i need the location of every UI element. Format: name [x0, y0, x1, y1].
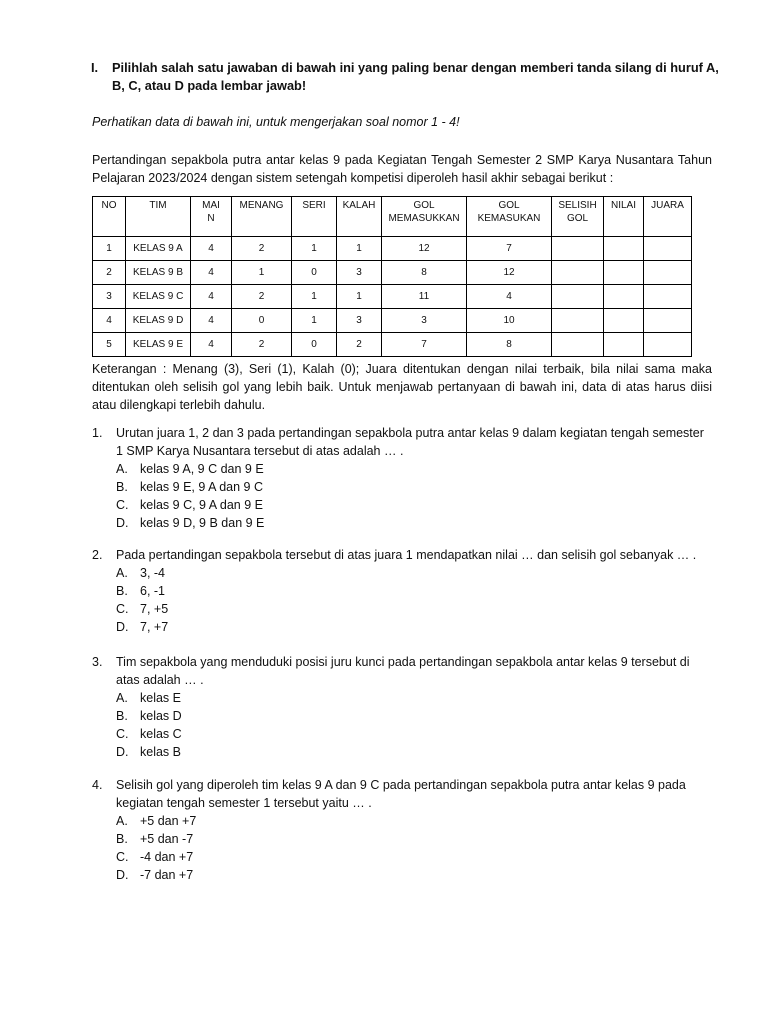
cell-juara[interactable] — [644, 309, 692, 333]
instruction-text: Pilihlah salah satu jawaban di bawah ini yang paling benar dengan memberi tanda silang di huruf A, B, C, atau D pada lembar jawab! — [112, 60, 719, 93]
option-d[interactable] — [116, 866, 712, 884]
question-text: Tim sepakbola yang menduduki posisi juru kunci pada pertandingan sepakbola antar kelas 9 tersebut di atas adalah … . — [116, 655, 690, 687]
cell-menang: 1 — [232, 261, 292, 285]
cell-seri: 0 — [292, 261, 337, 285]
cell-main: 4 — [191, 261, 232, 285]
option-b[interactable] — [116, 707, 712, 725]
cell-selisih-gol[interactable] — [552, 261, 604, 285]
option-text: kelas 9 A, 9 C dan 9 E — [140, 462, 264, 476]
option-text: 3, -4 — [140, 566, 166, 580]
question-1 — [92, 424, 712, 532]
cell-selisih-gol[interactable] — [552, 333, 604, 357]
instruction-number: I. — [91, 60, 99, 75]
cell-juara[interactable] — [644, 261, 692, 285]
question-number: 1. — [92, 426, 103, 440]
options-list — [116, 460, 712, 532]
option-letter: B. — [116, 832, 128, 846]
option-text: kelas C — [140, 727, 182, 741]
option-letter: D. — [116, 620, 129, 634]
cell-gol-kemasukan: 8 — [467, 333, 552, 357]
cell-tim: KELAS 9 D — [126, 309, 191, 333]
instruction — [91, 59, 721, 95]
option-letter: D. — [116, 868, 129, 882]
note: Perhatikan data di bawah ini, untuk mengerjakan soal nomor 1 - 4! — [92, 115, 460, 129]
header-menang: MENANG — [232, 197, 292, 237]
option-letter: C. — [116, 498, 129, 512]
cell-kalah: 1 — [337, 285, 382, 309]
option-text: kelas 9 E, 9 A dan 9 C — [140, 480, 263, 494]
cell-tim: KELAS 9 E — [126, 333, 191, 357]
option-text: +5 dan +7 — [140, 814, 197, 828]
table-row — [93, 333, 692, 357]
keterangan-paragraph: Keterangan : Menang (3), Seri (1), Kalah (0); Juara ditentukan dengan nilai terbaik, bila nilai sama maka ditentukan oleh selisih gol yang lebih baik. Untuk menjawab pertanyaan di bawah ini, data di atas harus diisi atau dilengkapi terlebih dahulu. — [92, 362, 712, 412]
cell-gol-memasukkan: 3 — [382, 309, 467, 333]
option-letter: C. — [116, 850, 129, 864]
option-text: -7 dan +7 — [140, 868, 194, 882]
question-3 — [92, 653, 712, 761]
header-kalah: KALAH — [337, 197, 382, 237]
cell-juara[interactable] — [644, 237, 692, 261]
question-text: Selisih gol yang diperoleh tim kelas 9 A dan 9 C pada pertandingan sepakbola putra antar kelas 9 pada kegiatan tengah semester 1 tersebut yaitu … . — [116, 778, 686, 810]
cell-nilai[interactable] — [604, 285, 644, 309]
cell-gol-kemasukan: 7 — [467, 237, 552, 261]
option-c[interactable] — [116, 725, 712, 743]
option-letter: C. — [116, 602, 129, 616]
cell-main: 4 — [191, 237, 232, 261]
option-c[interactable] — [116, 496, 712, 514]
question-text: Pada pertandingan sepakbola tersebut di atas juara 1 mendapatkan nilai … dan selisih gol sebanyak … . — [116, 548, 697, 562]
option-a[interactable] — [116, 812, 712, 830]
option-text: kelas B — [140, 745, 181, 759]
standings-table — [92, 196, 692, 357]
cell-gol-memasukkan: 8 — [382, 261, 467, 285]
option-letter: B. — [116, 709, 128, 723]
cell-nilai[interactable] — [604, 261, 644, 285]
cell-juara[interactable] — [644, 333, 692, 357]
question-text: Urutan juara 1, 2 dan 3 pada pertandingan sepakbola putra antar kelas 9 dalam kegiatan tengah semester 1 SMP Karya Nusantara tersebut di atas adalah … . — [116, 426, 704, 458]
cell-tim: KELAS 9 C — [126, 285, 191, 309]
option-letter: B. — [116, 480, 128, 494]
question-number: 3. — [92, 655, 103, 669]
table-header-row — [93, 197, 692, 237]
cell-kalah: 3 — [337, 309, 382, 333]
cell-seri: 1 — [292, 285, 337, 309]
cell-main: 4 — [191, 333, 232, 357]
cell-gol-kemasukan: 4 — [467, 285, 552, 309]
cell-gol-memasukkan: 12 — [382, 237, 467, 261]
cell-no: 3 — [93, 285, 126, 309]
option-d[interactable] — [116, 743, 712, 761]
header-nilai: NILAI — [604, 197, 644, 237]
option-letter: A. — [116, 814, 128, 828]
header-juara: JUARA — [644, 197, 692, 237]
cell-tim: KELAS 9 B — [126, 261, 191, 285]
option-a[interactable] — [116, 460, 712, 478]
header-selisih-gol: SELISIH GOL — [552, 197, 604, 237]
cell-no: 5 — [93, 333, 126, 357]
option-c[interactable] — [116, 848, 712, 866]
option-c[interactable] — [116, 600, 712, 618]
option-letter: A. — [116, 566, 128, 580]
header-seri: SERI — [292, 197, 337, 237]
option-text: -4 dan +7 — [140, 850, 194, 864]
table-row — [93, 309, 692, 333]
options-list — [116, 564, 712, 636]
cell-kalah: 2 — [337, 333, 382, 357]
cell-menang: 0 — [232, 309, 292, 333]
cell-gol-memasukkan: 11 — [382, 285, 467, 309]
option-text: 7, +5 — [140, 602, 169, 616]
table-row — [93, 261, 692, 285]
header-tim: TIM — [126, 197, 191, 237]
option-text: kelas 9 C, 9 A dan 9 E — [140, 498, 263, 512]
cell-no: 2 — [93, 261, 126, 285]
cell-kalah: 1 — [337, 237, 382, 261]
question-number: 2. — [92, 548, 103, 562]
option-a[interactable] — [116, 689, 712, 707]
option-letter: D. — [116, 516, 129, 530]
cell-seri: 1 — [292, 237, 337, 261]
option-text: +5 dan -7 — [140, 832, 194, 846]
cell-selisih-gol[interactable] — [552, 237, 604, 261]
cell-selisih-gol[interactable] — [552, 309, 604, 333]
question-2 — [92, 546, 712, 636]
option-text: kelas 9 D, 9 B dan 9 E — [140, 516, 265, 530]
cell-seri: 0 — [292, 333, 337, 357]
cell-menang: 2 — [232, 333, 292, 357]
cell-kalah: 3 — [337, 261, 382, 285]
option-text: 6, -1 — [140, 584, 166, 598]
cell-menang: 2 — [232, 285, 292, 309]
option-letter: C. — [116, 727, 129, 741]
cell-selisih-gol[interactable] — [552, 285, 604, 309]
cell-nilai[interactable] — [604, 309, 644, 333]
option-b[interactable] — [116, 830, 712, 848]
table-row — [93, 237, 692, 261]
cell-no: 4 — [93, 309, 126, 333]
option-text: kelas D — [140, 709, 182, 723]
option-text: kelas E — [140, 691, 181, 705]
option-d[interactable] — [116, 618, 712, 636]
option-letter: A. — [116, 691, 128, 705]
cell-juara[interactable] — [644, 285, 692, 309]
cell-nilai[interactable] — [604, 237, 644, 261]
header-no: NO — [93, 197, 126, 237]
header-gol-memasukkan: GOL MEMASUKKAN — [382, 197, 467, 237]
option-b[interactable] — [116, 478, 712, 496]
option-b[interactable] — [116, 582, 712, 600]
option-a[interactable] — [116, 564, 712, 582]
cell-gol-kemasukan: 12 — [467, 261, 552, 285]
header-main: MAIN — [191, 197, 232, 237]
cell-main: 4 — [191, 285, 232, 309]
option-d[interactable] — [116, 514, 712, 532]
cell-nilai[interactable] — [604, 333, 644, 357]
option-letter: D. — [116, 745, 129, 759]
cell-main: 4 — [191, 309, 232, 333]
options-list — [116, 689, 712, 761]
cell-seri: 1 — [292, 309, 337, 333]
option-text: 7, +7 — [140, 620, 169, 634]
option-letter: A. — [116, 462, 128, 476]
option-letter: B. — [116, 584, 128, 598]
header-gol-kemasukan: GOL KEMASUKAN — [467, 197, 552, 237]
table-row — [93, 285, 692, 309]
cell-gol-memasukkan: 7 — [382, 333, 467, 357]
question-4 — [92, 776, 712, 884]
cell-no: 1 — [93, 237, 126, 261]
cell-menang: 2 — [232, 237, 292, 261]
cell-tim: KELAS 9 A — [126, 237, 191, 261]
intro-paragraph: Pertandingan sepakbola putra antar kelas 9 pada Kegiatan Tengah Semester 2 SMP Karya Nusantara Tahun Pelajaran 2023/2024 dengan sistem setengah kompetisi diperoleh hasil akhir sebagai berikut : — [92, 153, 712, 185]
cell-gol-kemasukan: 10 — [467, 309, 552, 333]
options-list — [116, 812, 712, 884]
question-number: 4. — [92, 778, 103, 792]
